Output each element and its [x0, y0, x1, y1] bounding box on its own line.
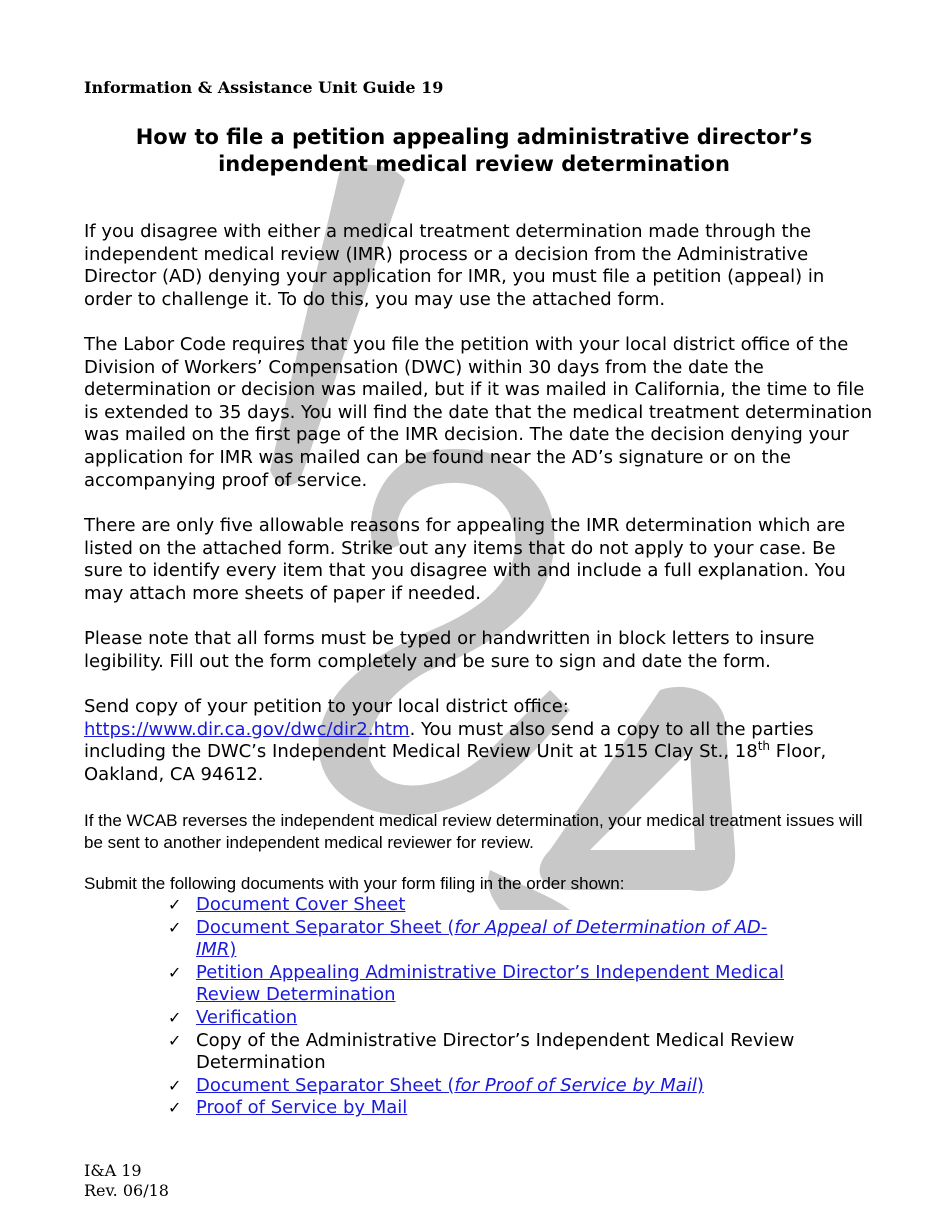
- checkmark-icon: ✓: [168, 895, 182, 914]
- documents-checklist: [84, 894, 804, 1120]
- checkmark-icon: ✓: [168, 1098, 182, 1118]
- separator-sheet-proof-close: ): [696, 1074, 704, 1096]
- list-item: [168, 1030, 804, 1075]
- separator-sheet-ad-imr-label: Document Separator Sheet (: [196, 916, 455, 938]
- checkmark-icon: ✓: [168, 1007, 182, 1027]
- send-copy-end: Floor, Oakland, CA 94612.: [84, 741, 827, 785]
- proof-of-service-link[interactable]: Proof of Service by Mail: [196, 1097, 408, 1119]
- list-item: [168, 894, 804, 917]
- page-title: [84, 124, 864, 178]
- paragraph-disagree: If you disagree with either a medical treatment determination made through the independent medical review (IMR) process or a decision from the Administrative Director (AD) denying your application for IMR, you must file a petition (appeal) in order to challenge it. To do this, you may use the attached form.: [84, 221, 825, 310]
- separator-sheet-proof-italic: for Proof of Service by Mail: [454, 1074, 697, 1096]
- separator-sheet-ad-imr-close: ): [229, 939, 237, 961]
- separator-sheet-proof-link[interactable]: [196, 1075, 704, 1096]
- copy-of-determination-text: Copy of the Administrative Director’s Independent Medical Review Determination: [196, 1029, 795, 1074]
- title-line-2: independent medical review determination: [218, 152, 730, 176]
- list-item: [168, 1097, 804, 1120]
- petition-appealing-link[interactable]: Petition Appealing Administrative Director’s Independent Medical Review Determination: [196, 961, 785, 1006]
- paragraph-labor-code: The Labor Code requires that you file the petition with your local district office of the Division of Workers’ Compensation (DWC) within 30 days from the date the determination or decision was mailed, but if it was mailed in California, the time to file is extended to 35 days. You will find the date that the medical treatment determination was mailed on the first page of the IMR decision. The date the decision denying your application for IMR was mailed can be found near the AD’s signature or on the accompanying proof of service.: [84, 334, 873, 491]
- title-line-1: How to file a petition appealing administrative director’s: [135, 125, 813, 149]
- send-copy-intro: Send copy of your petition to your local district office:: [84, 696, 569, 717]
- checkmark-icon: ✓: [168, 1075, 182, 1095]
- paragraph-submit-documents: Submit the following documents with your form filing in the order shown:: [84, 874, 625, 893]
- paragraph-send-copy: [84, 696, 874, 786]
- guide-label: Information & Assistance Unit Guide 19: [84, 78, 444, 97]
- separator-sheet-ad-imr-italic: for Appeal of Determination of AD-IMR: [196, 916, 768, 961]
- list-item: [168, 962, 804, 1007]
- footer-form-number: I&A 19: [84, 1161, 142, 1180]
- paragraph-legibility: Please note that all forms must be typed or handwritten in block letters to insure legibility. Fill out the form completely and be sure to sign and date the form.: [84, 628, 815, 672]
- separator-sheet-ad-imr-link[interactable]: [196, 917, 767, 961]
- page-footer: [84, 1161, 169, 1201]
- district-office-link[interactable]: https://www.dir.ca.gov/dwc/dir2.htm: [84, 718, 410, 740]
- checkmark-icon: ✓: [168, 962, 182, 982]
- send-copy-rest: . You must also send a copy to all the parties including the DWC’s Independent Medical Review Unit at 1515 Clay St., 18: [84, 718, 814, 763]
- checkmark-icon: ✓: [168, 917, 182, 937]
- document-cover-sheet-link[interactable]: Document Cover Sheet: [196, 894, 406, 915]
- footer-revision: Rev. 06/18: [84, 1181, 169, 1200]
- floor-superscript: th: [757, 739, 770, 754]
- list-item: [168, 917, 804, 962]
- paragraph-wcab-reverses: If the WCAB reverses the independent medical review determination, your medical treatment issues will be sent to another independent medical reviewer for review.: [84, 811, 863, 852]
- list-item: [168, 1007, 804, 1030]
- paragraph-allowable-reasons: There are only five allowable reasons for appealing the IMR determination which are listed on the attached form. Strike out any items that do not apply to your case. Be sure to identify every item that you disagree with and include a full explanation. You may attach more sheets of paper if needed.: [84, 515, 846, 604]
- checkmark-icon: ✓: [168, 1030, 182, 1050]
- separator-sheet-proof-label: Document Separator Sheet (: [196, 1074, 455, 1096]
- verification-link[interactable]: Verification: [196, 1006, 298, 1028]
- list-item: [168, 1075, 804, 1098]
